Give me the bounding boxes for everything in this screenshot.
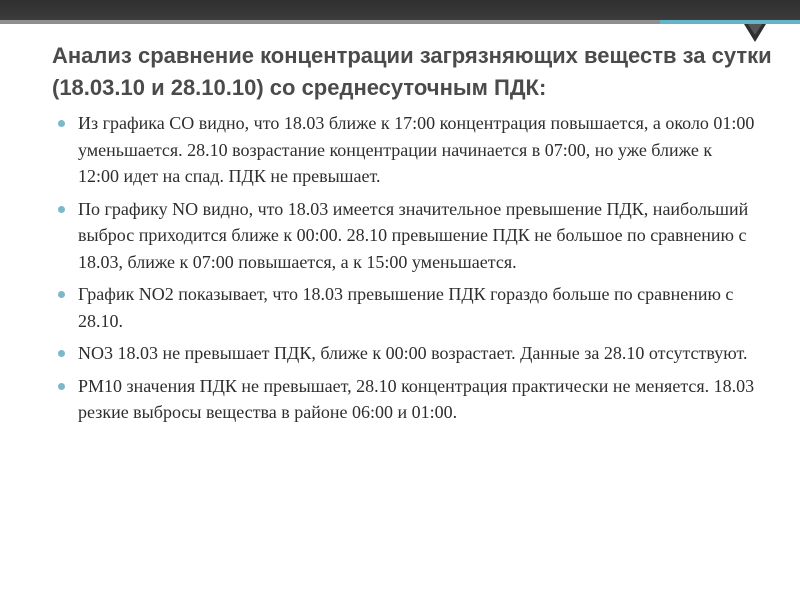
bullet-dot-icon [58,350,65,357]
bullet-text: NO3 18.03 не превышает ПДК, ближе к 00:00 возрастает. Данные за 28.10 отсутствуют. [78,343,748,363]
accent-gray-segment [0,20,660,24]
bullet-text: PM10 значения ПДК не превышает, 28.10 концентрация практически не меняется. 18.03 резкие выбросы вещества в районе 06:00 и 01:00. [78,375,755,422]
bullet-item-co [56,110,756,190]
slide-accent-strip [0,20,800,24]
bullet-item-no2 [56,281,756,334]
bullet-dot-icon [58,120,65,127]
bullet-item-pm10 [56,373,756,426]
bullet-text: Из графика CO видно, что 18.03 ближе к 17:00 концентрация повышается, а около 01:00 уменьшается. 28.10 возрастание концентрации начинается в 07:00, но уже ближе к 12:00 идет на спад. ПДК не превышает. [78,113,755,186]
accent-cyan-segment [660,20,800,24]
slide-header-bar [0,0,800,20]
bullet-dot-icon [58,291,65,298]
bullet-item-no [56,196,756,276]
bullet-list [56,110,756,432]
bullet-dot-icon [58,206,65,213]
bullet-dot-icon [58,383,65,390]
slide-title: Анализ сравнение концентрации загрязняющих веществ за сутки (18.03.10 и 28.10.10) со среднесуточным ПДК: [52,43,772,100]
bullet-text: График NO2 показывает, что 18.03 превышение ПДК гораздо больше по сравнению с 28.10. [78,284,734,331]
bullet-item-no3 [56,340,756,367]
bullet-text: По графику NO видно, что 18.03 имеется значительное превышение ПДК, наибольший выброс приходится ближе к 00:00. 28.10 превышение ПДК не большое по сравнению с 18.03, ближе к 07:00 повышается, а к 15:00 уменьшается. [78,198,749,272]
